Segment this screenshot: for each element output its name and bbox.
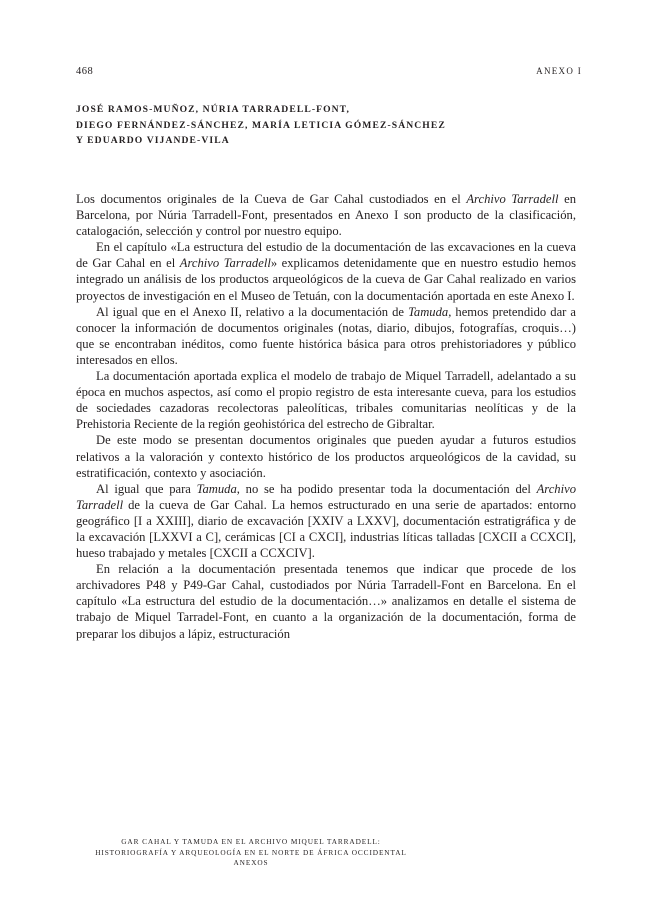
text-run: La documentación aportada explica el modelo de trabajo de Miquel Tarradell, adelantado a su época en muchos aspectos, así como el propio registro de esta interesante cueva, para los estudios de sociedades cazadoras recolectoras paleolíticas, tribales comunitarias neolíticas y de la Prehistoria Reciente de la región geohistórica del estrecho de Gibraltar. bbox=[76, 369, 576, 432]
text-run: , no se ha podido presentar toda la documentación del bbox=[236, 481, 537, 496]
body-paragraph bbox=[76, 191, 576, 239]
italic-text: Archivo Tarradell bbox=[466, 192, 559, 206]
footer-line: ANEXOS bbox=[233, 858, 269, 867]
body-text bbox=[76, 191, 576, 642]
text-run: En el capítulo «La estructura del estudio de la documentación de las excavaciones en la cueva de Gar Cahal en el bbox=[76, 240, 576, 271]
author-list bbox=[76, 102, 576, 149]
body-paragraph bbox=[76, 239, 576, 303]
running-head: ANEXO I bbox=[536, 66, 582, 76]
text-run: » explicamos detenidamente que en nuestro estudio hemos integrado un análisis de los productos arqueológicos de la cueva de Gar Cahal realizado en varios proyectos de investigación en el Museo de Tetuán, con la documentación aportada en este Anexo I. bbox=[76, 256, 577, 303]
author-line: Y EDUARDO VIJANDE-VILA bbox=[76, 135, 230, 147]
italic-text: Archivo Tarradell bbox=[179, 256, 271, 271]
italic-text: Tamuda bbox=[196, 481, 237, 496]
text-run: Los documentos originales de la Cueva de Gar Cahal custodiados en el bbox=[76, 192, 467, 206]
body-paragraph bbox=[76, 561, 576, 641]
body-paragraph bbox=[76, 432, 576, 480]
footer-line: GAR CAHAL Y TAMUDA EN EL ARCHIVO MIQUEL TARRADELL: bbox=[121, 837, 381, 846]
text-run: En relación a la documentación presentada tenemos que indicar que procede de los archivadores P48 y P49-Gar Cahal, custodiados por Núria Tarradell-Font en Barcelona. En el capítulo «La estructura del estudio de la documentación…» analizamos en detalle el sistema de trabajo de Miquel Tarradel-Font, en cuanto a la organización de la documentación, forma de preparar los dibujos a lápiz, estructuración bbox=[76, 562, 576, 641]
author-line: JOSÉ RAMOS-MUÑOZ, NÚRIA TARRADELL-FONT, bbox=[76, 104, 350, 115]
text-run: de la cueva de Gar Cahal. La hemos estructurado en una serie de apartados: entorno geográfico [I a XXIII], diario de excavación [XXIV a LXXV], documentación estratigráfica y de la excavación [LXXVI a C], cerámicas [CI a CXCI], industrias líticas talladas [CXCII a CCXCI], hueso trabajado y metales [CXCII a CCXCIV]. bbox=[76, 497, 576, 561]
body-paragraph bbox=[76, 481, 576, 561]
author-line: DIEGO FERNÁNDEZ-SÁNCHEZ, MARÍA LETICIA GÓMEZ-SÁNCHEZ bbox=[76, 119, 446, 131]
text-run: Al igual que para bbox=[96, 481, 197, 496]
body-paragraph bbox=[76, 368, 576, 432]
text-run: Al igual que en el Anexo II, relativo a la documentación de bbox=[96, 304, 409, 319]
page-number: 468 bbox=[76, 66, 94, 77]
italic-text: Tamuda, bbox=[408, 304, 452, 319]
text-run: De este modo se presentan documentos originales que pueden ayudar a futuros estudios relativos a la valoración y contexto histórico de los productos arqueológicos de la cavidad, su estratificación, contexto y asociación. bbox=[76, 433, 576, 480]
italic-text: Archivo Tarradell bbox=[76, 481, 576, 512]
text-run: en Barcelona, por Núria Tarradell-Font, presentados en Anexo I son producto de la clasificación, catalogación, selección y control por nuestro equipo. bbox=[76, 192, 576, 239]
footer-book-title bbox=[76, 837, 426, 869]
body-paragraph bbox=[76, 304, 576, 368]
footer-line: HISTORIOGRAFÍA Y ARQUEOLOGÍA EN EL NORTE DE ÁFRICA OCCIDENTAL bbox=[95, 847, 407, 857]
text-run: hemos pretendido dar a conocer la información de documentos originales (notas, diario, dibujos, fotografías, croquis…) que se encontraban inéditos, como fuente histórica básica para otros prehistoriadores y público interesados en ellos. bbox=[76, 304, 576, 367]
